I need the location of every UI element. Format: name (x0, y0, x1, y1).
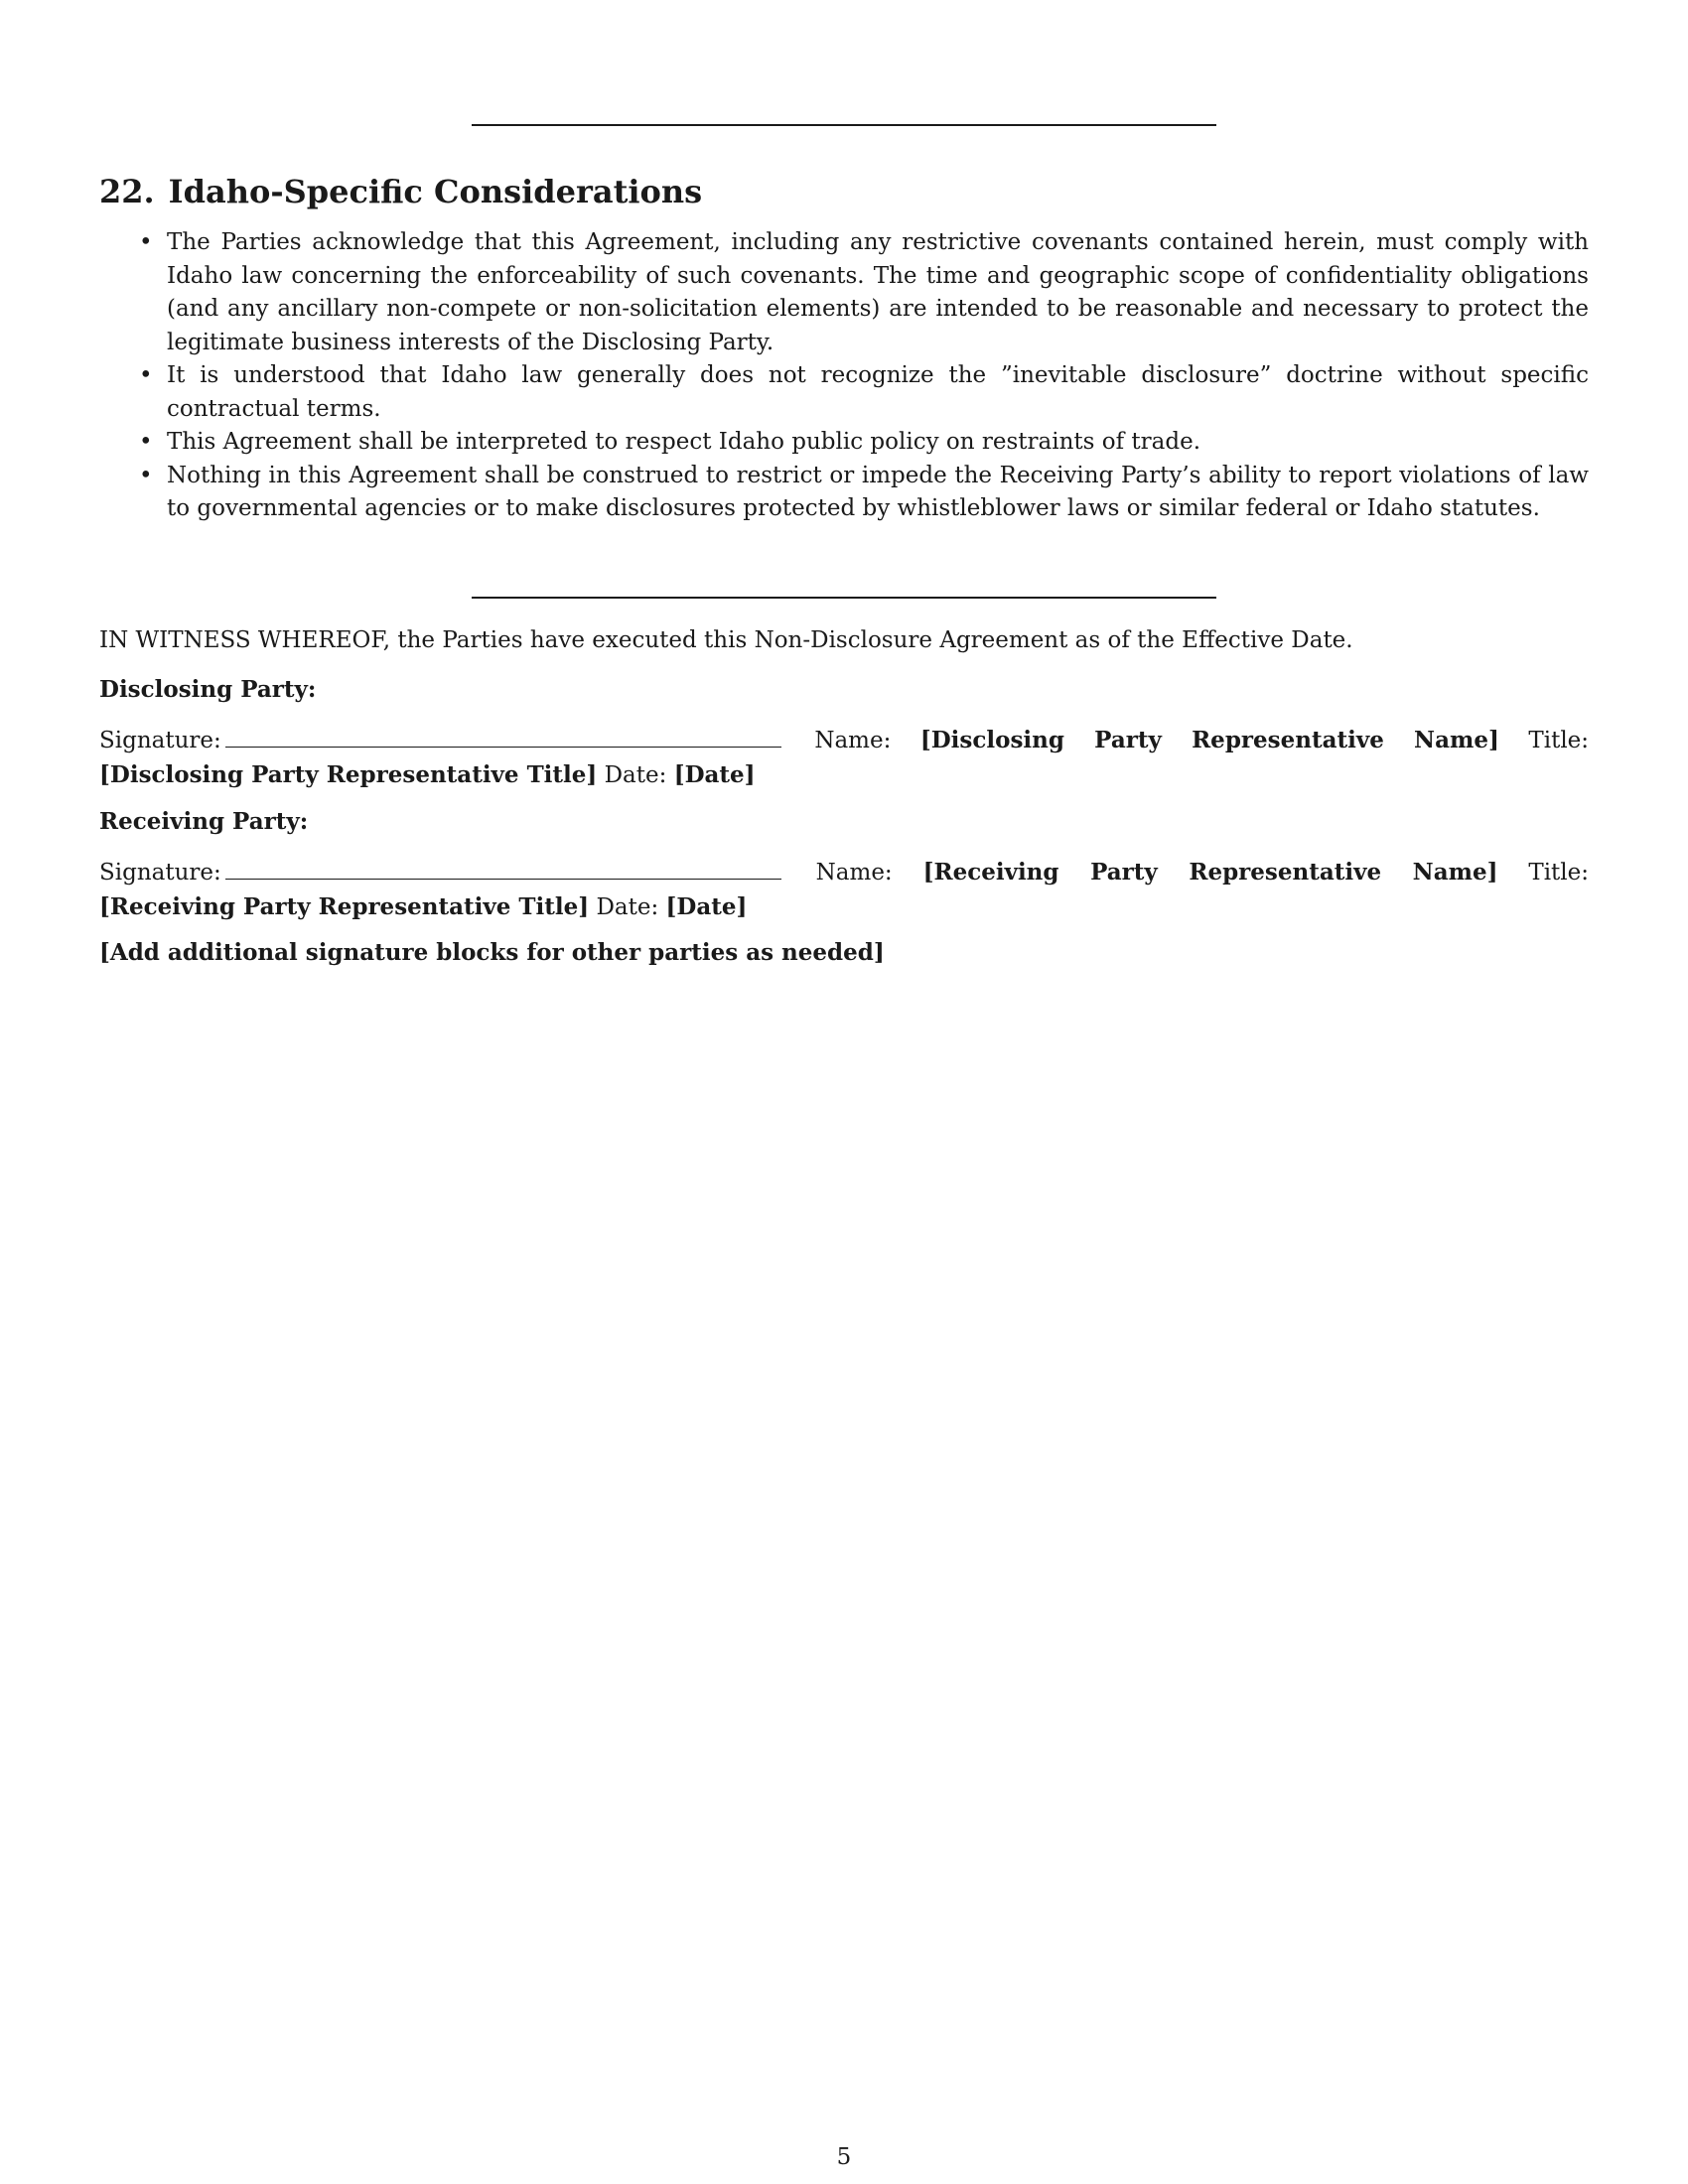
disclosing-name-placeholder: [Disclosing Party Representative Name] (919, 727, 1499, 753)
bullet-icon: • (139, 362, 153, 388)
disclosing-title-placeholder: [Disclosing Party Representative Title] (99, 760, 598, 788)
additional-signature-note: [Add additional signature blocks for other parties as needed] (99, 939, 885, 966)
disclosing-party-label: Disclosing Party: (99, 676, 317, 703)
section-number: 22. (99, 173, 155, 210)
list-item-text: Nothing in this Agreement shall be construed to restrict or impede the Receiving Party’s ability to report violations of law to governmental agencies or to make disclosures protected by whistleblower laws or similar federal or Idaho statutes. (167, 462, 1589, 521)
receiving-name-placeholder: [Receiving Party Representative Name] (922, 859, 1498, 886)
signature-label: Signature: (99, 860, 221, 886)
middle-horizontal-rule (472, 597, 1216, 599)
name-label: Name: (815, 860, 893, 886)
disclosing-party-signature-block (99, 723, 1589, 792)
list-item-text: The Parties acknowledge that this Agreement, including any restrictive covenants contained herein, must comply with Idaho law concerning the enforceability of such covenants. The time and geographic scope of confidentiality obligations (and any ancillary non-compete or non-solicitation elements) are intended to be reasonable and necessary to protect the legitimate business interests of the Disclosing Party. (167, 229, 1589, 355)
list-item-text: This Agreement shall be interpreted to respect Idaho public policy on restraints of trade. (167, 429, 1201, 455)
bullet-icon: • (139, 229, 153, 255)
list-item (99, 359, 1589, 426)
signature-label: Signature: (99, 728, 221, 753)
top-horizontal-rule (472, 124, 1216, 126)
considerations-list (99, 226, 1589, 526)
bullet-icon: • (139, 429, 153, 455)
list-item (99, 426, 1589, 460)
title-label: Title: (1528, 860, 1590, 886)
section-heading (99, 172, 702, 211)
witness-statement: IN WITNESS WHEREOF, the Parties have executed this Non-Disclosure Agreement as of the Effective Date. (99, 627, 1353, 653)
list-item-text: It is understood that Idaho law generally does not recognize the ”inevitable disclosure” doctrine without specific contractual terms. (167, 362, 1589, 422)
receiving-party-label: Receiving Party: (99, 808, 309, 835)
disclosing-signature-line[interactable] (225, 723, 781, 748)
name-label: Name: (814, 728, 892, 753)
page-number: 5 (836, 2144, 852, 2170)
document-page (99, 0, 1589, 2184)
list-item (99, 460, 1589, 526)
disclosing-date-placeholder: [Date] (673, 760, 756, 788)
date-label: Date: (596, 893, 659, 920)
receiving-title-placeholder: [Receiving Party Representative Title] (99, 892, 590, 920)
date-label: Date: (604, 761, 667, 788)
bullet-icon: • (139, 462, 153, 488)
list-item (99, 226, 1589, 359)
receiving-party-signature-block (99, 855, 1589, 924)
section-title: Idaho-Specific Considerations (168, 173, 703, 210)
receiving-signature-line[interactable] (225, 855, 781, 880)
receiving-date-placeholder: [Date] (665, 892, 748, 920)
title-label: Title: (1528, 728, 1590, 753)
